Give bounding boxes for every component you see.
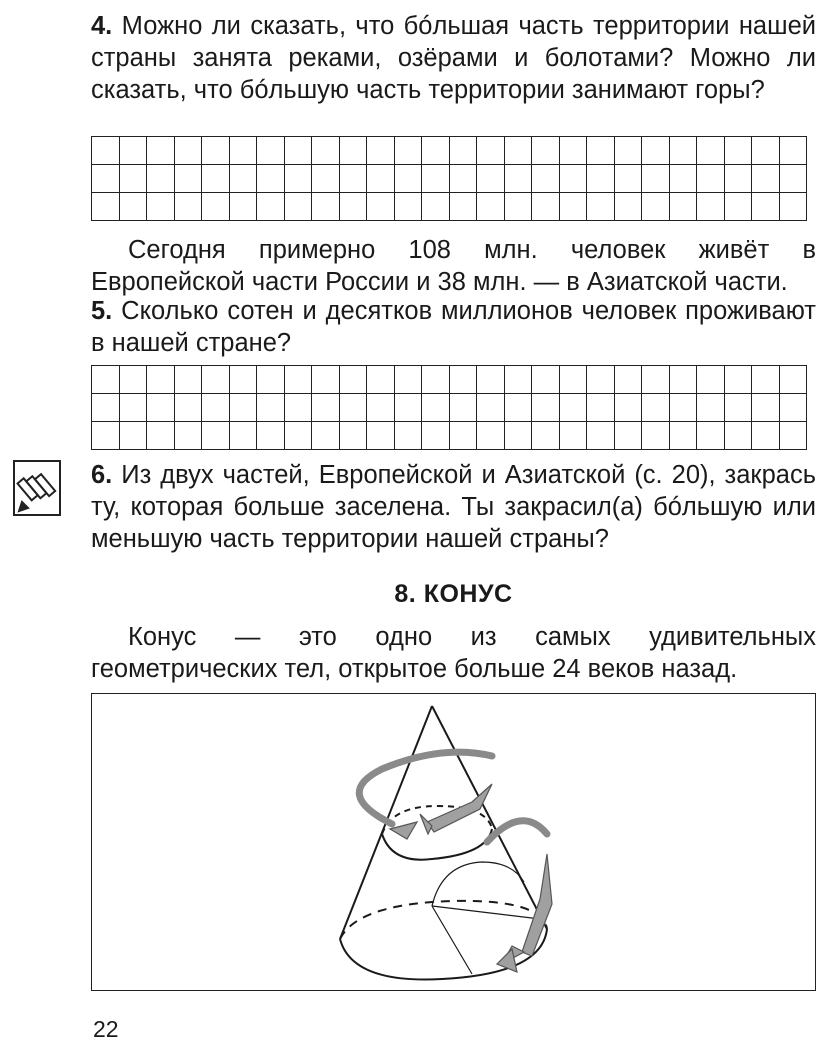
answer-grid-task-4[interactable] — [91, 136, 807, 221]
section-intro: Конус — это одно из самых удивительных геометрических тел, открытое больше 24 веков назад. — [91, 623, 816, 683]
task-6-text: Из двух частей, Европейской и Азиатской (с. 20), закрась ту, которая больше заселена. Ты закрасил(а) бóльшую или меньшую часть территории нашей страны? — [91, 461, 816, 553]
page-number: 22 — [93, 1016, 119, 1042]
task-4-text: Можно ли сказать, что бóльшая часть территории нашей страны занята реками, озёрами и болотами? Можно ли сказать, что бóльшую часть территории занимают горы? — [91, 12, 816, 104]
task-4 — [91, 10, 816, 106]
task-6-number: 6. — [91, 461, 113, 489]
section-title: 8. КОНУС — [394, 580, 513, 608]
task-5-text: Сколько сотен и десятков миллионов человек проживают в нашей стране? — [91, 297, 816, 357]
answer-grid-task-5[interactable] — [91, 365, 807, 450]
task-6 — [91, 459, 816, 555]
pencil-glyph — [15, 462, 59, 514]
task-4-number: 4. — [91, 12, 113, 40]
pencil-icon — [13, 460, 61, 516]
population-note: Сегодня примерно 108 млн. человек живёт в Европейской части России и 38 млн. — в Азиатской части. — [91, 236, 816, 296]
cone-icon — [92, 694, 817, 992]
task-5-number: 5. — [91, 297, 113, 325]
cone-figure — [91, 693, 816, 991]
rocket-icon — [390, 784, 552, 972]
task-5 — [91, 295, 816, 359]
